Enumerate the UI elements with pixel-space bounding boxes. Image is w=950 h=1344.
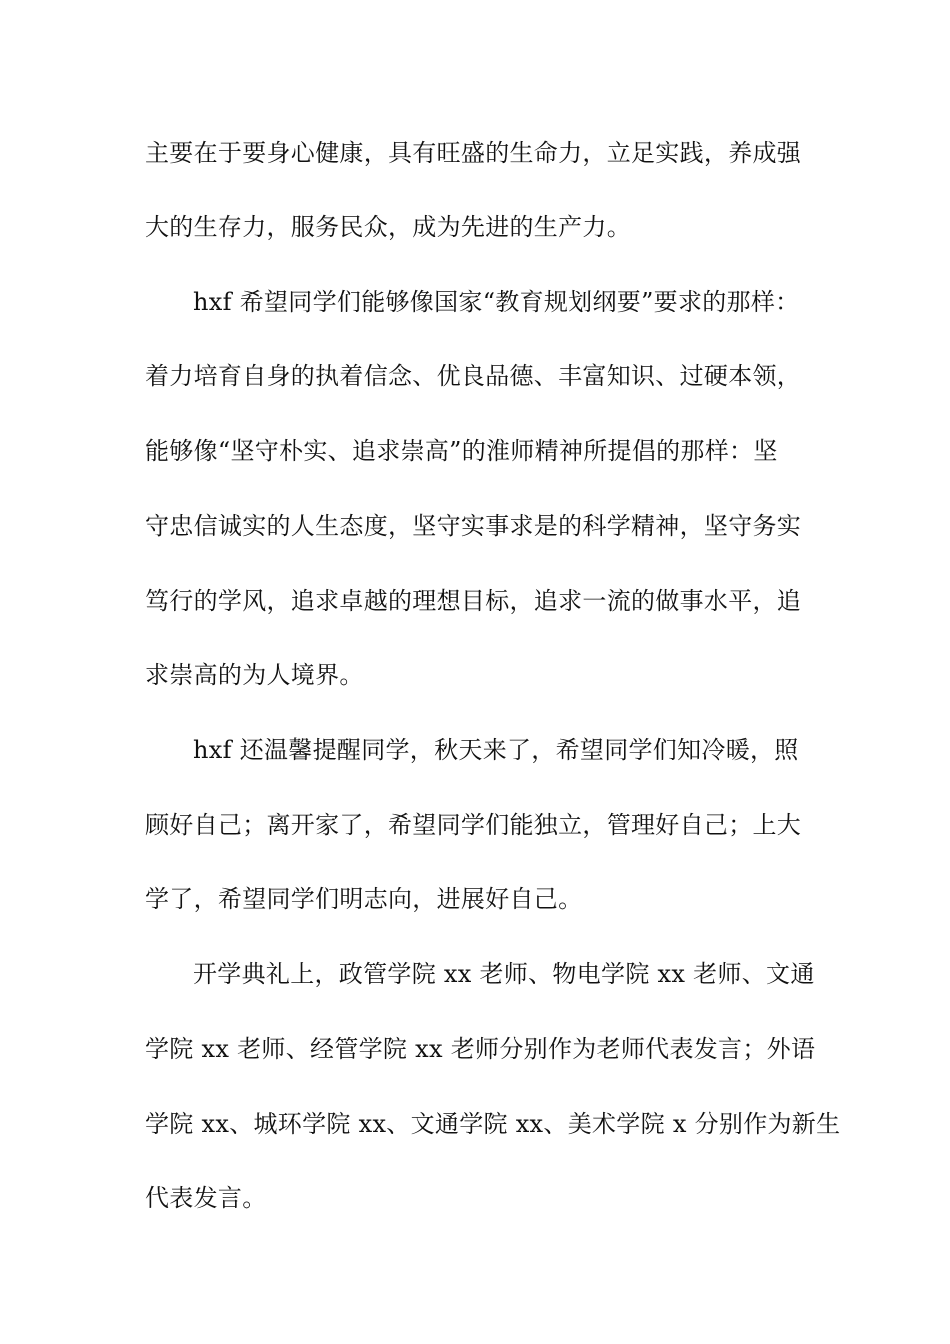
text-line: 守忠信诚实的人生态度，坚守实事求是的科学精神，坚守务实	[145, 512, 802, 540]
paragraph-first-line: 开学典礼上，政管学院 xx 老师、物电学院 xx 老师、文通	[193, 960, 815, 988]
paragraph-first-line: hxf 希望同学们能够像国家“教育规划纲要”要求的那样：	[193, 288, 800, 316]
text-line: 能够像“坚守朴实、追求崇高”的淮师精神所提倡的那样：坚	[145, 437, 778, 465]
text-line: 学了，希望同学们明志向，进展好自己。	[145, 885, 583, 913]
text-line: 求崇高的为人境界。	[145, 661, 364, 689]
text-line: 笃行的学风，追求卓越的理想目标，追求一流的做事水平，追	[145, 587, 802, 615]
text-line: 学院 xx 老师、经管学院 xx 老师分别作为老师代表发言；外语	[145, 1035, 816, 1063]
text-line: 主要在于要身心健康，具有旺盛的生命力，立足实践，养成强	[145, 139, 802, 167]
paragraph-first-line: hxf 还温馨提醒同学，秋天来了，希望同学们知冷暖，照	[193, 736, 799, 764]
text-line: 顾好自己；离开家了，希望同学们能独立，管理好自己；上大	[145, 811, 802, 839]
text-line: 着力培育自身的执着信念、优良品德、丰富知识、过硬本领，	[145, 362, 802, 390]
text-line: 大的生存力，服务民众，成为先进的生产力。	[145, 213, 631, 241]
text-line: 代表发言。	[145, 1184, 267, 1212]
text-line: 学院 xx、城环学院 xx、文通学院 xx、美术学院 x 分别作为新生	[145, 1110, 841, 1138]
